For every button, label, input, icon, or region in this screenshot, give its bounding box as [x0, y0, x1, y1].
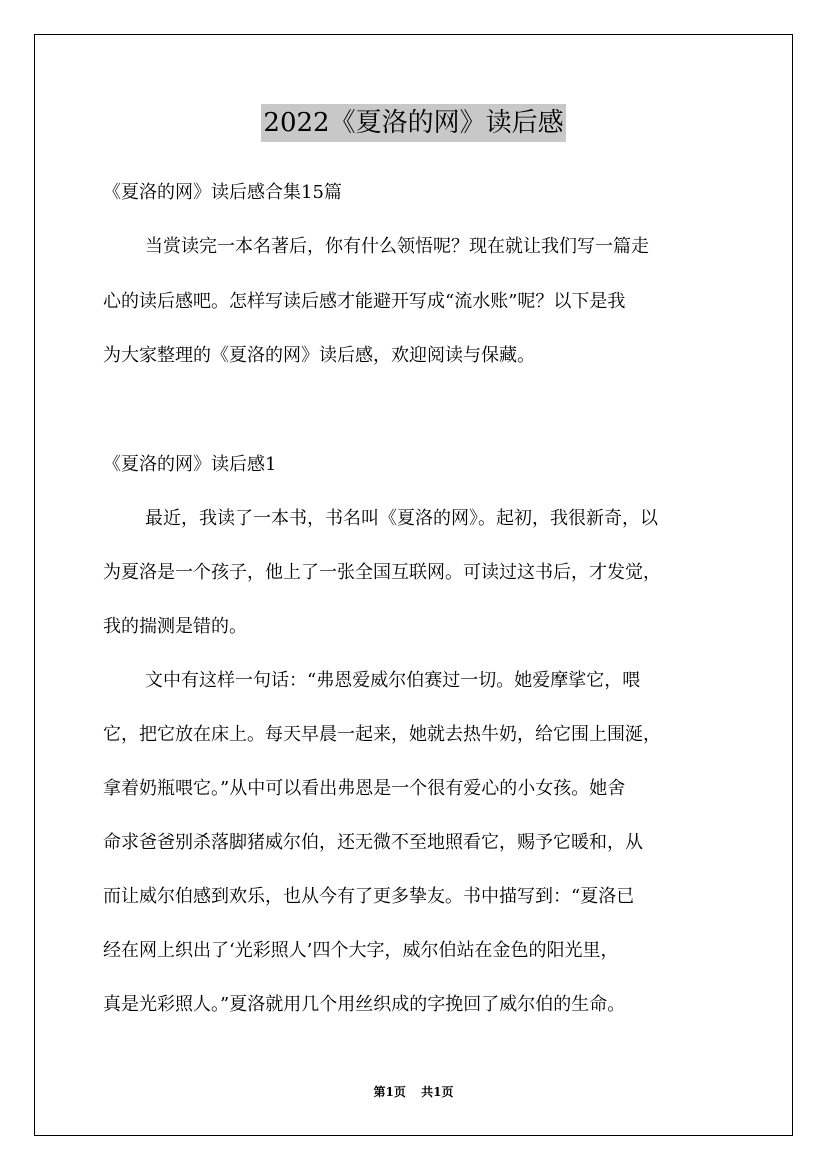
paragraph-line: 最近，我读了一本书，书名叫《夏洛的网》。起初，我很新奇，以 — [145, 508, 658, 529]
paragraph-line: 我的揣测是错的。 — [103, 616, 247, 637]
page-number: 第1页 — [373, 1085, 406, 1099]
document-title: 2022《夏洛的网》读后感 — [261, 104, 565, 142]
intro-line: 心的读后感吧。怎样写读后感才能避开写成“流水账”呢？以下是我 — [103, 291, 626, 312]
paragraph-line: 经在网上织出了‘光彩照人’四个大字，威尔伯站在金色的阳光里， — [103, 940, 619, 961]
paragraph-line: 文中有这样一句话：“弗恩爱威尔伯赛过一切。她爱摩挲它，喂 — [145, 670, 641, 691]
footer-spacer — [410, 1085, 418, 1099]
document-subtitle: 《夏洛的网》读后感合集15篇 — [103, 182, 342, 203]
paragraph-line: 拿着奶瓶喂它。”从中可以看出弗恩是一个很有爱心的小女孩。她舍 — [103, 778, 626, 799]
section-heading: 《夏洛的网》读后感1 — [103, 454, 277, 475]
page-total: 共1页 — [421, 1085, 454, 1099]
paragraph-line: 而让威尔伯感到欢乐，也从今有了更多挚友。书中描写到：“夏洛已 — [103, 886, 635, 907]
paragraph-line: 它，把它放在床上。每天早晨一起来，她就去热牛奶，给它围上围涎， — [103, 724, 661, 745]
paragraph-line: 真是光彩照人。”夏洛就用几个用丝织成的字挽回了威尔伯的生命。 — [103, 994, 626, 1015]
title-wrap — [0, 104, 827, 142]
intro-line: 为大家整理的《夏洛的网》读后感，欢迎阅读与保藏。 — [103, 345, 535, 366]
paragraph-line: 为夏洛是一个孩子，他上了一张全国互联网。可读过这书后，才发觉， — [103, 562, 661, 583]
paragraph-line: 命求爸爸别杀落脚猪威尔伯，还无微不至地照看它，赐予它暖和，从 — [103, 832, 643, 853]
intro-line: 当赏读完一本名著后，你有什么领悟呢？现在就让我们写一篇走 — [145, 236, 649, 257]
page-footer — [0, 1084, 827, 1100]
